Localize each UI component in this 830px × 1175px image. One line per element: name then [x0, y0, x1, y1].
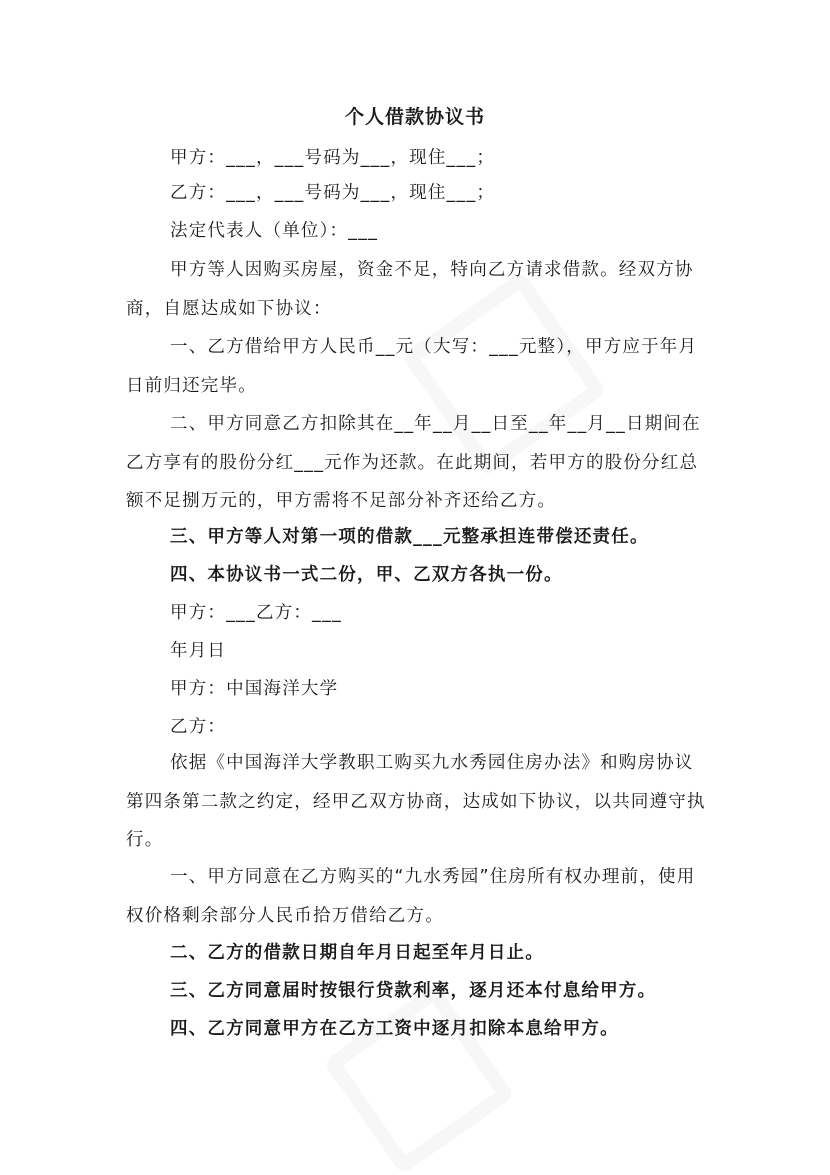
party-b-line: 乙方：___，___号码为___，现住___； — [170, 183, 496, 203]
document-title: 个人借款协议书 — [344, 106, 485, 128]
intro-paragraph: 甲方等人因购买房屋，资金不足，特向乙方请求借款。经双方协商，自愿达成如下协议： — [126, 260, 694, 319]
legal-representative-line: 法定代表人（单位）：___ — [170, 221, 379, 241]
signature-line: 甲方：___乙方：___ — [170, 603, 342, 623]
clause-2-paragraph: 二、甲方同意乙方扣除其在__年__月__日至__年__月__日期间在乙方享有的股份分红___元作为还款。在此期间，若甲方的股份分红总额不足捌万元的，甲方需将不足部分补齐还给乙方。 — [126, 414, 701, 511]
party-a-name-line: 甲方：中国海洋大学 — [170, 679, 339, 699]
clause-3-line: 三、甲方等人对第一项的借款___元整承担连带偿还责任。 — [170, 527, 649, 547]
agreement-clause-4-line: 四、乙方同意甲方在乙方工资中逐月扣除本息给甲方。 — [170, 1019, 619, 1039]
party-a-line: 甲方：___，___号码为___，现住___； — [170, 148, 496, 168]
agreement-clause-1-paragraph: 一、甲方同意在乙方购买的“九水秀园”住房所有权办理前，使用权价格剩余部分人民币拾万借给乙方。 — [126, 867, 696, 926]
clause-1-paragraph: 一、乙方借给甲方人民币__元（大写：___元整），甲方应于年月日前归还完毕。 — [126, 337, 698, 396]
date-line: 年月日 — [170, 641, 227, 661]
agreement-clause-2-line: 二、乙方的借款日期自年月日起至年月日止。 — [170, 943, 544, 963]
agreement-clause-3-line: 三、乙方同意届时按银行贷款利率，逐月还本付息给甲方。 — [170, 981, 657, 1001]
basis-paragraph: 依据《中国海洋大学教职工购买九水秀园住房办法》和购房协议第四条第二款之约定，经甲乙双方协商，达成如下协议，以共同遵守执行。 — [126, 753, 706, 850]
party-b-name-line: 乙方： — [170, 717, 227, 737]
clause-4-line: 四、本协议书一式二份，甲、乙双方各执一份。 — [170, 565, 563, 585]
